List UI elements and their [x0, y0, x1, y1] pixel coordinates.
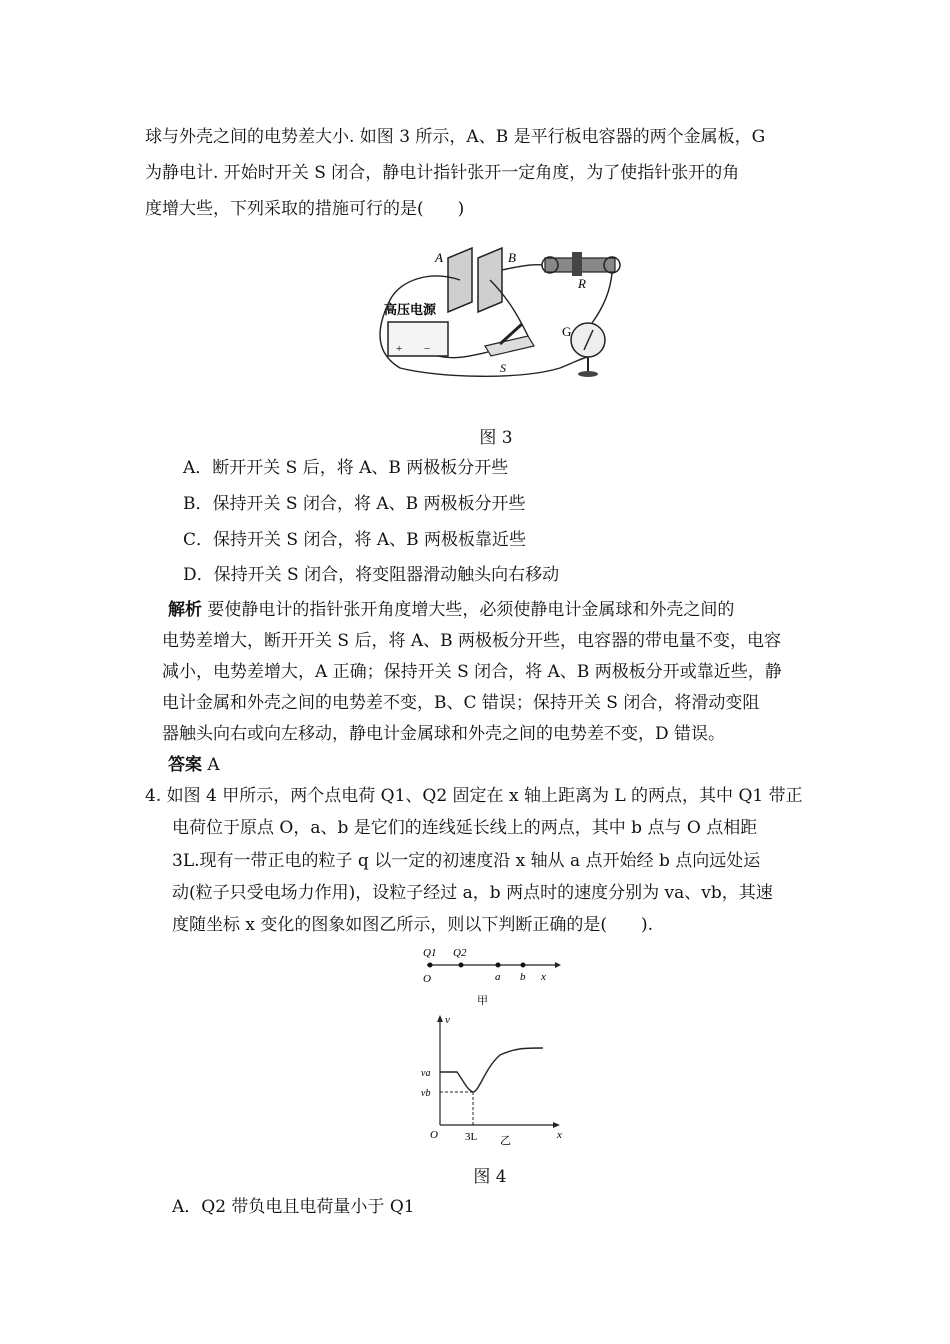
analysis-line-3: 减小，电势差增大，A 正确；保持开关 S 闭合，将 A、B 两极板分开或靠近些，静 [162, 662, 782, 682]
analysis-line-2: 电势差增大，断开开关 S 后，将 A、B 两极板分开些，电容器的带电量不变，电容 [162, 631, 782, 651]
q3-option-a: A．断开开关 S 后，将 A、B 两极板分开些 [183, 458, 509, 478]
figure-3-circuit [360, 240, 640, 390]
q4-stem-line-1: 4. 如图 4 甲所示，两个点电荷 Q1、Q2 固定在 x 轴上距离为 L 的两点，其中 Q1 带正 [145, 786, 803, 806]
analysis-line-4: 电计金属和外壳之间的电势差不变，B、C 错误；保持开关 S 闭合，将滑动变阻 [162, 693, 760, 713]
yi-label-vb: vb [421, 1088, 431, 1099]
yi-label-3l: 3L [465, 1131, 478, 1143]
q4-stem-line-5: 度随坐标 x 变化的图象如图乙所示，则以下判断正确的是( ). [172, 915, 654, 935]
label-switch-s: S [500, 361, 506, 375]
label-electrometer-g: G [562, 324, 572, 339]
jia-label-o: O [423, 973, 431, 985]
analysis-title: 解析 [168, 600, 202, 620]
figure-4-caption: 图 4 [473, 1167, 507, 1187]
jia-label-a: a [495, 971, 501, 983]
q3-option-d: D．保持开关 S 闭合，将变阻器滑动触头向右移动 [183, 565, 560, 585]
jia-caption: 甲 [477, 995, 488, 1007]
q3-stem-line-3: 度增大些，下列采取的措施可行的是( ) [145, 199, 465, 219]
yi-label-va: va [421, 1068, 431, 1079]
analysis-line-5: 器触头向右或向左移动，静电计金属球和外壳之间的电势差不变，D 错误。 [162, 724, 726, 744]
q4-option-a: A．Q2 带负电且电荷量小于 Q1 [172, 1197, 415, 1217]
jia-label-x: x [541, 971, 546, 983]
q4-stem-line-3: 3L.现有一带正电的粒子 q 以一定的初速度沿 x 轴从 a 点开始经 b 点向远处运 [172, 851, 761, 871]
jia-label-q2: Q2 [453, 947, 467, 959]
figure-4-yi [415, 1010, 575, 1150]
answer-value: A [207, 755, 220, 775]
jia-label-q1: Q1 [423, 947, 437, 959]
label-power-source: 高压电源 [384, 302, 437, 317]
q3-option-b: B．保持开关 S 闭合，将 A、B 两极板分开些 [183, 494, 526, 514]
figure-4-jia [415, 940, 565, 1010]
label-plus: + [396, 343, 403, 355]
label-minus: − [424, 343, 431, 355]
label-plate-a: A [435, 250, 443, 265]
q4-stem-line-4: 动(粒子只受电场力作用)，设粒子经过 a，b 两点时的速度分别为 va、vb，其速 [172, 883, 773, 903]
q3-option-c: C．保持开关 S 闭合，将 A、B 两极板靠近些 [183, 530, 527, 550]
q3-stem-line-2: 为静电计. 开始时开关 S 闭合，静电计指针张开一定角度，为了使指针张开的角 [145, 163, 740, 183]
q3-stem-line-1: 球与外壳之间的电势差大小. 如图 3 所示，A、B 是平行板电容器的两个金属板，G [145, 127, 766, 147]
answer-title: 答案 [168, 755, 202, 775]
yi-label-x: x [557, 1129, 562, 1141]
analysis-line-1: 要使静电计的指针张开角度增大些，必须使静电计金属球和外壳之间的 [207, 600, 735, 620]
label-plate-b: B [508, 250, 516, 265]
label-rheostat-r: R [578, 276, 586, 291]
jia-label-b: b [520, 971, 526, 983]
yi-label-v: v [445, 1014, 450, 1026]
yi-caption: 乙 [500, 1135, 511, 1147]
yi-label-o: O [430, 1129, 438, 1141]
figure-3-caption: 图 3 [479, 428, 513, 448]
q4-stem-line-2: 电荷位于原点 O，a、b 是它们的连线延长线上的两点，其中 b 点与 O 点相距 [172, 818, 758, 838]
